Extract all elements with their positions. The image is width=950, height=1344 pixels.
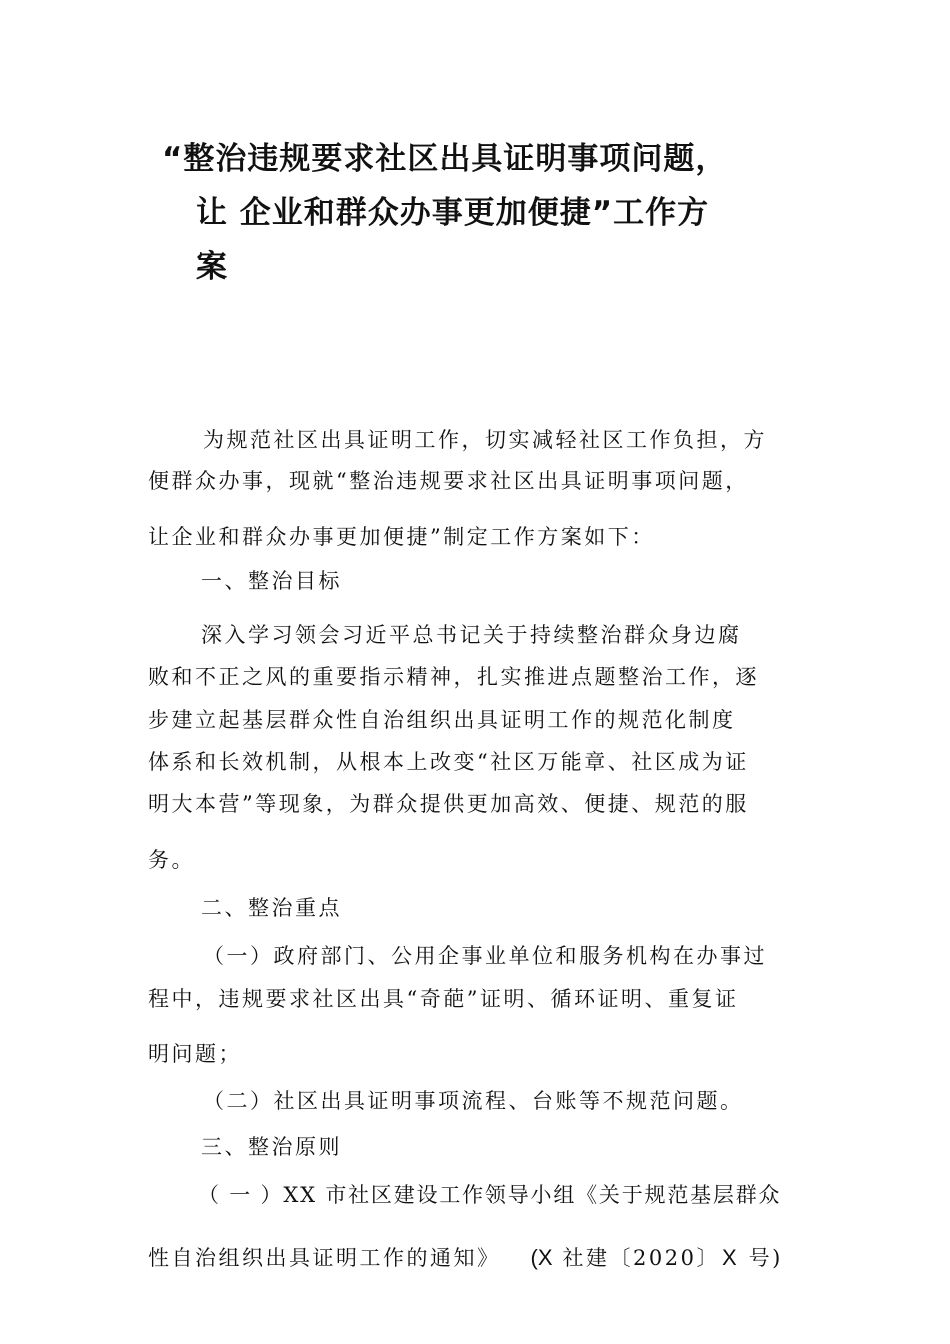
last-line-number: 号) <box>748 1246 783 1270</box>
last-line-org: 社建〔2020〕 <box>562 1246 720 1270</box>
body-line: 为规范社区出具证明工作，切实减轻社区工作负担，方 <box>203 428 767 452</box>
last-line-text: 性自治组织出具证明工作的通知》 <box>148 1246 501 1270</box>
body-line: 明大本营”等现象，为群众提供更加高效、便捷、规范的服 <box>148 792 749 816</box>
body-line-last <box>148 1243 783 1273</box>
body-line: 明问题； <box>148 1042 242 1066</box>
body-line: 便群众办事，现就“整治违规要求社区出具证明事项问题， <box>148 469 749 493</box>
body-line: 败和不正之风的重要指示精神，扎实推进点题整治工作，逐 <box>148 665 759 689</box>
section-heading-1: 一、整治目标 <box>201 569 342 593</box>
body-line: 步建立起基层群众性自治组织出具证明工作的规范化制度 <box>148 708 736 732</box>
body-line: 让企业和群众办事更加便捷”制定工作方案如下： <box>148 525 655 549</box>
body-line: 体系和长效机制，从根本上改变“社区万能章、社区成为证 <box>148 750 749 774</box>
body-line: 程中，违规要求社区出具“奇葩”证明、循环证明、重复证 <box>148 987 739 1011</box>
section-heading-3: 三、整治原则 <box>201 1135 342 1159</box>
body-line: （二）社区出具证明事项流程、台账等不规范问题。 <box>203 1089 744 1113</box>
last-line-x: X <box>721 1245 737 1270</box>
body-line: 深入学习领会习近平总书记关于持续整治群众身边腐 <box>201 623 742 647</box>
body-line: （ 一 ）XX 市社区建设工作领导小组《关于规范基层群众 <box>198 1183 782 1207</box>
last-line-open-paren: (X <box>530 1245 553 1270</box>
body-line: （一）政府部门、公用企事业单位和服务机构在办事过 <box>203 944 767 968</box>
body-line: 务。 <box>148 848 195 872</box>
document-title-line-1: “整治违规要求社区出具证明事项问题， <box>162 141 728 177</box>
section-heading-2: 二、整治重点 <box>201 896 342 920</box>
document-title-line-2: 让 企业和群众办事更加便捷”工作方 <box>196 195 710 231</box>
document-title-line-3: 案 <box>196 249 228 285</box>
